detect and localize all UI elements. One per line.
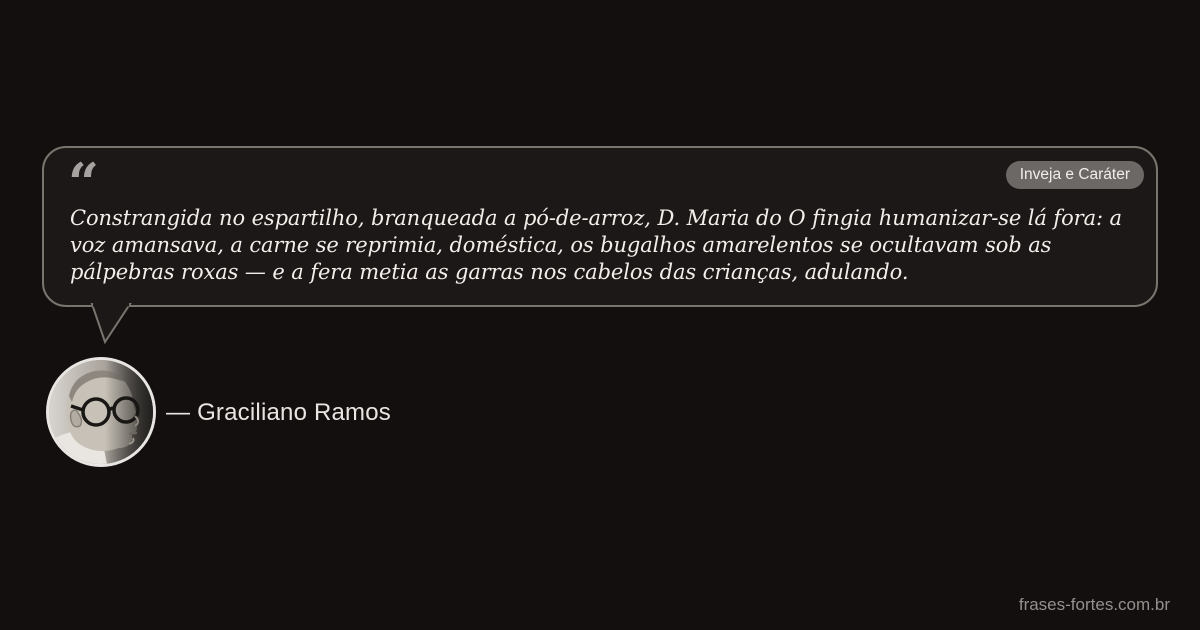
- author-name: — Graciliano Ramos: [166, 399, 392, 426]
- avatar: [46, 357, 156, 467]
- quote-text: Constrangida no espartilho, branqueada a pó-de-arroz, D. Maria do O fingia humanizar-se lá fora: a voz amansava, a carne se reprimia, doméstica, os bugalhos amarelentos se ocultavam sob as pálpebras roxas — e a fera metia as garras nos cabelos das crianças, adulando.: [70, 206, 1122, 284]
- category-badge: Inveja e Caráter: [1006, 161, 1144, 189]
- bubble-tail-icon: [89, 303, 133, 345]
- site-watermark: frases-fortes.com.br: [1018, 595, 1170, 614]
- quote-icon: “: [68, 151, 98, 215]
- quote-bubble: [42, 146, 1158, 307]
- author-portrait-icon: [49, 360, 153, 464]
